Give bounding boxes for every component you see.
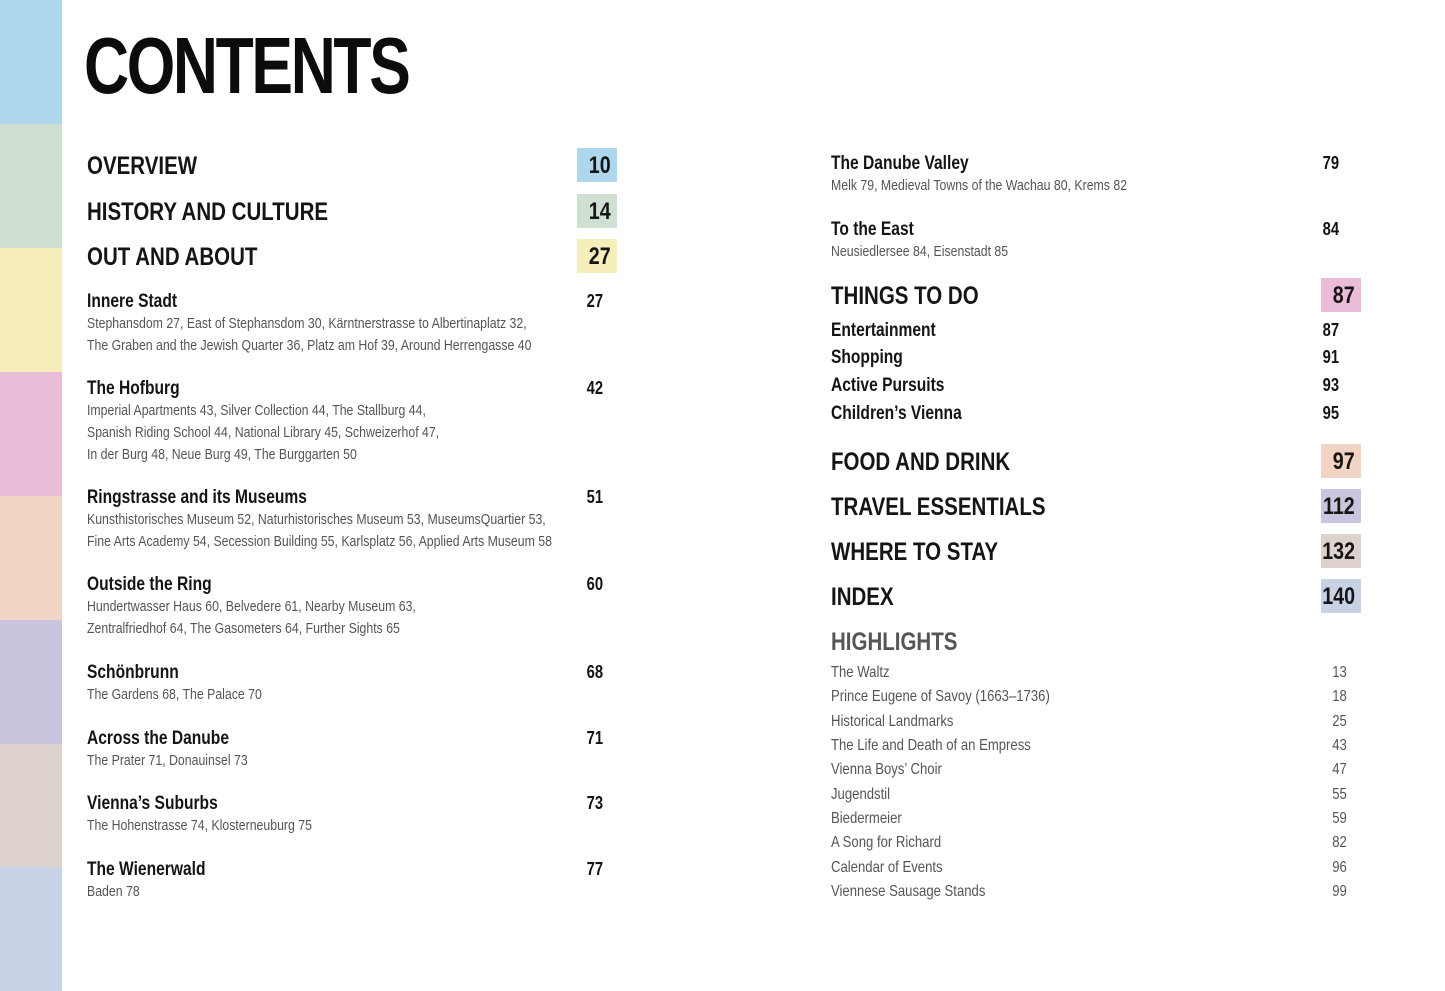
highlight-item[interactable] bbox=[831, 810, 1361, 834]
section-color-strip bbox=[0, 0, 62, 991]
entry-title: Innere Stadt bbox=[87, 291, 178, 312]
highlight-item[interactable] bbox=[831, 786, 1361, 810]
highlight-title: A Song for Richard bbox=[831, 834, 942, 851]
highlight-page: 96 bbox=[1332, 859, 1347, 876]
toc-entry-viennas-suburbs[interactable] bbox=[87, 793, 617, 841]
entry-title: Outside the Ring bbox=[87, 574, 212, 595]
entry-subtopics: The Hohenstrasse 74, Klosterneuburg 75 bbox=[87, 817, 312, 834]
strip-segment bbox=[0, 124, 62, 248]
page-number-badge: 27 bbox=[577, 239, 617, 273]
toc-entry-active-pursuits[interactable] bbox=[831, 375, 1361, 401]
entry-title: Vienna’s Suburbs bbox=[87, 793, 218, 814]
major-section-food-and-drink[interactable] bbox=[831, 444, 1361, 478]
entry-title: Ringstrasse and its Museums bbox=[87, 487, 307, 508]
entry-page: 79 bbox=[1322, 153, 1339, 173]
strip-segment bbox=[0, 496, 62, 620]
highlight-page: 99 bbox=[1332, 883, 1347, 900]
strip-segment bbox=[0, 0, 62, 124]
entry-title: The Wienerwald bbox=[87, 859, 206, 880]
entry-title: Schönbrunn bbox=[87, 662, 179, 683]
highlight-page: 25 bbox=[1332, 713, 1347, 730]
entry-subtopics: The Gardens 68, The Palace 70 bbox=[87, 686, 262, 703]
highlight-title: Historical Landmarks bbox=[831, 713, 954, 730]
toc-entry-outside-the-ring[interactable] bbox=[87, 574, 617, 644]
entry-subtopics: Imperial Apartments 43, Silver Collection 44, The Stallburg 44, bbox=[87, 402, 426, 419]
entry-subtopics: Neusiedlersee 84, Eisenstadt 85 bbox=[831, 243, 1009, 260]
entry-page: 27 bbox=[586, 291, 603, 311]
entry-subtopics: Fine Arts Academy 54, Secession Building 55, Karlsplatz 56, Applied Arts Museum 58 bbox=[87, 533, 552, 550]
page-number-badge: 97 bbox=[1321, 444, 1361, 478]
highlight-item[interactable] bbox=[831, 688, 1361, 712]
toc-entry-wienerwald[interactable] bbox=[87, 859, 617, 907]
major-section-label: OUT AND ABOUT bbox=[87, 243, 258, 271]
highlight-title: Calendar of Events bbox=[831, 859, 943, 876]
entry-title: Active Pursuits bbox=[831, 375, 945, 396]
entry-subtopics: The Prater 71, Donauinsel 73 bbox=[87, 752, 248, 769]
strip-segment bbox=[0, 620, 62, 744]
toc-entry-across-the-danube[interactable] bbox=[87, 728, 617, 776]
strip-segment bbox=[0, 867, 62, 991]
toc-entry-innere-stadt[interactable] bbox=[87, 291, 617, 361]
entry-subtopics: Spanish Riding School 44, National Library 45, Schweizerhof 47, bbox=[87, 424, 440, 441]
entry-subtopics: Stephansdom 27, East of Stephansdom 30, Kärntnerstrasse to Albertinaplatz 32, bbox=[87, 315, 527, 332]
entry-page: 87 bbox=[1322, 320, 1339, 340]
entry-subtopics: Baden 78 bbox=[87, 883, 140, 900]
major-section-label: OVERVIEW bbox=[87, 152, 198, 180]
entry-page: 71 bbox=[586, 728, 603, 748]
major-section-label: FOOD AND DRINK bbox=[831, 448, 1011, 476]
major-section-label: HISTORY AND CULTURE bbox=[87, 198, 329, 226]
highlight-page: 59 bbox=[1332, 810, 1347, 827]
entry-page: 42 bbox=[586, 378, 603, 398]
highlight-item[interactable] bbox=[831, 859, 1361, 883]
entry-subtopics: Kunsthistorisches Museum 52, Naturhistorisches Museum 53, MuseumsQuartier 53, bbox=[87, 511, 546, 528]
entry-page: 77 bbox=[586, 859, 603, 879]
entry-page: 95 bbox=[1322, 403, 1339, 423]
strip-segment bbox=[0, 744, 62, 867]
page-number-badge: 14 bbox=[577, 194, 617, 228]
page-number-badge: 87 bbox=[1321, 278, 1361, 312]
entry-title: The Hofburg bbox=[87, 378, 180, 399]
entry-page: 93 bbox=[1322, 375, 1339, 395]
entry-subtopics: Zentralfriedhof 64, The Gasometers 64, Further Sights 65 bbox=[87, 620, 400, 637]
page-number-badge: 132 bbox=[1321, 534, 1361, 568]
entry-subtopics: The Graben and the Jewish Quarter 36, Platz am Hof 39, Around Herrengasse 40 bbox=[87, 337, 532, 354]
major-section-travel-essentials[interactable] bbox=[831, 489, 1361, 523]
major-section-where-to-stay[interactable] bbox=[831, 534, 1361, 568]
highlight-title: Prince Eugene of Savoy (1663–1736) bbox=[831, 688, 1050, 705]
toc-entry-danube-valley[interactable] bbox=[831, 153, 1361, 201]
entry-subtopics: In der Burg 48, Neue Burg 49, The Burggarten 50 bbox=[87, 446, 357, 463]
highlight-page: 82 bbox=[1332, 834, 1347, 851]
entry-subtopics: Hundertwasser Haus 60, Belvedere 61, Nearby Museum 63, bbox=[87, 598, 416, 615]
entry-page: 91 bbox=[1322, 347, 1339, 367]
major-section-label: THINGS TO DO bbox=[831, 282, 979, 310]
entry-title: Shopping bbox=[831, 347, 903, 368]
major-section-label: TRAVEL ESSENTIALS bbox=[831, 493, 1046, 521]
highlight-page: 43 bbox=[1332, 737, 1347, 754]
highlights-heading: HIGHLIGHTS bbox=[831, 628, 958, 656]
toc-entry-entertainment[interactable] bbox=[831, 320, 1361, 346]
highlight-title: The Waltz bbox=[831, 664, 890, 681]
entry-title: Across the Danube bbox=[87, 728, 229, 749]
toc-entry-ringstrasse[interactable] bbox=[87, 487, 617, 557]
entry-page: 84 bbox=[1322, 219, 1339, 239]
major-section-label: INDEX bbox=[831, 583, 894, 611]
major-section-things-to-do[interactable] bbox=[831, 278, 1361, 312]
highlight-item[interactable] bbox=[831, 834, 1361, 858]
page-title: CONTENTS bbox=[84, 21, 409, 110]
highlight-page: 47 bbox=[1332, 761, 1347, 778]
highlight-page: 13 bbox=[1332, 664, 1347, 681]
highlight-title: Vienna Boys’ Choir bbox=[831, 761, 942, 778]
entry-title: Children’s Vienna bbox=[831, 403, 962, 424]
major-section-history[interactable] bbox=[87, 194, 617, 228]
highlight-item[interactable] bbox=[831, 713, 1361, 737]
highlight-title: Biedermeier bbox=[831, 810, 902, 827]
highlight-title: Jugendstil bbox=[831, 786, 891, 803]
highlight-item[interactable] bbox=[831, 761, 1361, 785]
entry-page: 51 bbox=[586, 487, 603, 507]
highlight-item[interactable] bbox=[831, 883, 1361, 907]
entry-page: 68 bbox=[586, 662, 603, 682]
strip-segment bbox=[0, 372, 62, 496]
highlight-page: 55 bbox=[1332, 786, 1347, 803]
strip-segment bbox=[0, 248, 62, 372]
highlight-item[interactable] bbox=[831, 737, 1361, 761]
entry-page: 60 bbox=[586, 574, 603, 594]
page-number-badge: 112 bbox=[1321, 489, 1361, 523]
entry-title: The Danube Valley bbox=[831, 153, 969, 174]
highlight-title: Viennese Sausage Stands bbox=[831, 883, 986, 900]
toc-entry-schonbrunn[interactable] bbox=[87, 662, 617, 710]
major-section-overview[interactable] bbox=[87, 148, 617, 182]
page-number-badge: 140 bbox=[1321, 579, 1361, 613]
entry-subtopics: Melk 79, Medieval Towns of the Wachau 80, Krems 82 bbox=[831, 177, 1128, 194]
entry-title: Entertainment bbox=[831, 320, 936, 341]
major-section-out-and-about[interactable] bbox=[87, 239, 617, 273]
toc-entry-hofburg[interactable] bbox=[87, 378, 617, 468]
entry-title: To the East bbox=[831, 219, 914, 240]
highlight-item[interactable] bbox=[831, 664, 1361, 688]
highlight-title: The Life and Death of an Empress bbox=[831, 737, 1031, 754]
major-section-label: WHERE TO STAY bbox=[831, 538, 999, 566]
toc-entry-shopping[interactable] bbox=[831, 347, 1361, 373]
page-number-badge: 10 bbox=[577, 148, 617, 182]
toc-entry-childrens-vienna[interactable] bbox=[831, 403, 1361, 429]
major-section-index[interactable] bbox=[831, 579, 1361, 613]
entry-page: 73 bbox=[586, 793, 603, 813]
toc-entry-to-the-east[interactable] bbox=[831, 219, 1361, 267]
highlight-page: 18 bbox=[1332, 688, 1347, 705]
